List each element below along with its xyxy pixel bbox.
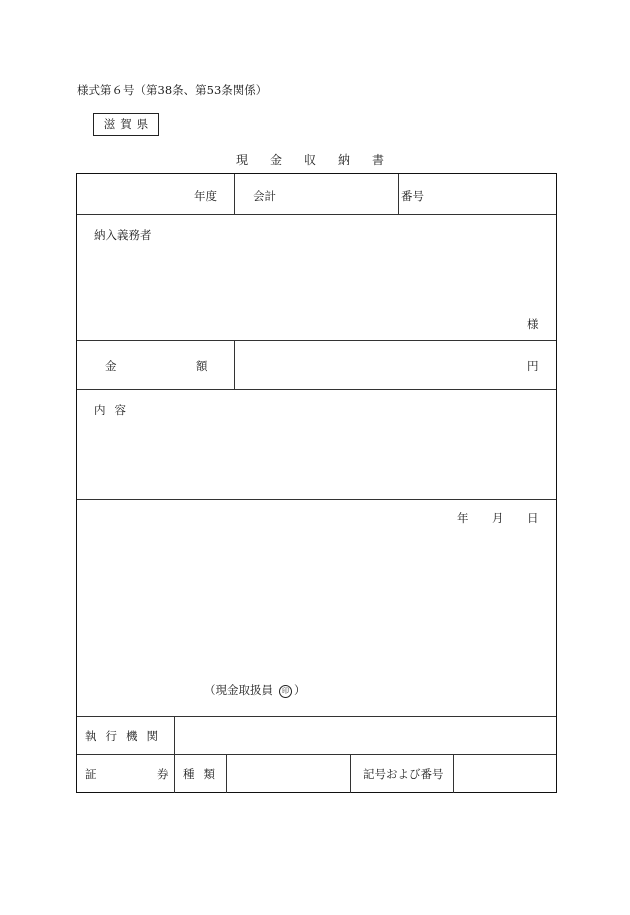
column-divider (174, 716, 175, 793)
row-divider (77, 389, 556, 390)
amount-label-right: 額 (196, 359, 208, 373)
account-label: 会計 (253, 189, 276, 203)
column-divider (350, 754, 351, 793)
row-divider (77, 716, 556, 717)
date-year: 年 (457, 511, 469, 525)
date-month: 月 (492, 511, 504, 525)
column-divider (398, 174, 399, 214)
date-day: 日 (527, 511, 539, 525)
fiscal-year-label: 年度 (194, 189, 217, 203)
cashier-label: 現金取扱員 (215, 683, 273, 697)
document-title: 現金収納書 (236, 153, 407, 167)
payer-label: 納入義務者 (94, 228, 152, 242)
prefecture-box: 滋賀県 (93, 113, 159, 136)
open-paren: （ (204, 683, 216, 697)
close-paren: ） (294, 683, 306, 697)
row-divider (77, 499, 556, 500)
column-divider (226, 754, 227, 793)
securities-label-left: 証 (85, 767, 97, 781)
column-divider (453, 754, 454, 793)
number-label: 番号 (401, 189, 424, 203)
column-divider (234, 174, 235, 214)
row-divider (77, 340, 556, 341)
cashier-line (204, 682, 306, 698)
content-label: 内容 (94, 403, 135, 417)
column-divider (234, 340, 235, 389)
receipt-table (76, 173, 557, 793)
amount-unit: 円 (527, 359, 539, 373)
securities-code-label: 記号および番号 (363, 767, 444, 781)
payer-honorific: 様 (527, 317, 539, 331)
securities-type-label: 種類 (183, 767, 224, 781)
row-divider (77, 754, 556, 755)
agency-label: 執行機関 (85, 729, 167, 743)
seal-icon: 印 (279, 685, 292, 698)
row-divider (77, 214, 556, 215)
form-number-label: 様式第６号（第38条、第53条関係） (77, 83, 268, 97)
securities-label-right: 券 (157, 767, 169, 781)
amount-label-left: 金 (105, 359, 117, 373)
